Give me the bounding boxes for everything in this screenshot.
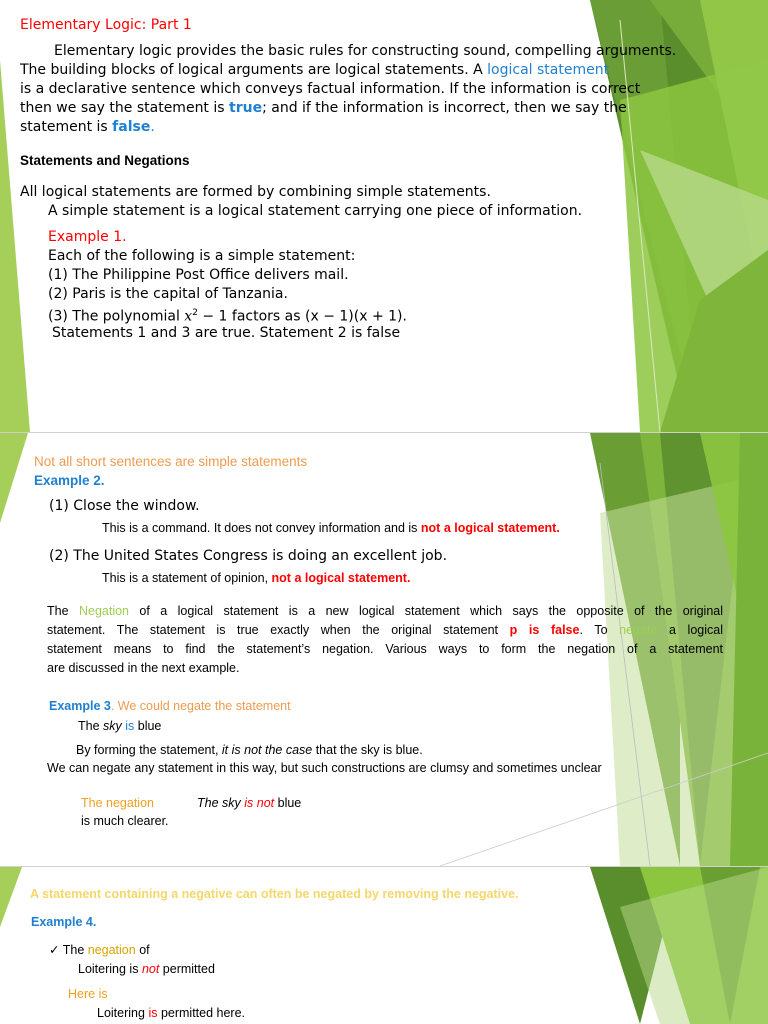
example-1-conclusion: Statements 1 and 3 are true. Statement 2 is false: [52, 325, 401, 341]
term-logical-statement: logical statement: [487, 62, 610, 78]
check-icon: ✓: [49, 943, 60, 957]
negation-para-line-4: are discussed in the next example.: [47, 661, 240, 675]
example-4-line-1: ✓ The negation of: [49, 943, 150, 957]
example-1-item-3: (3) The polynomial $x^2 - 1$ factors as (x − 1)(x + 1).: [48, 308, 407, 325]
example-2-item-2: (2) The United States Congress is doing an excellent job.: [49, 548, 448, 564]
intro-line-3: is a declarative sentence which conveys factual information. If the information is correct: [20, 81, 641, 97]
forming-statement: By forming the statement, it is not the case that the sky is blue.: [76, 743, 423, 757]
section-heading: Statements and Negations: [20, 153, 190, 168]
slide-3-intro: A statement containing a negative can often be negated by removing the negative.: [30, 887, 519, 901]
example-3-heading: Example 3. We could negate the statement: [49, 699, 291, 713]
slide-title: Elementary Logic: Part 1: [20, 17, 192, 33]
intro-line-1: Elementary logic provides the basic rules for constructing sound, compelling arguments.: [54, 43, 677, 59]
negated-sky-statement: The sky is not blue: [197, 796, 302, 810]
example-1-intro: Each of the following is a simple statement:: [48, 248, 356, 264]
term-false: false: [112, 119, 151, 135]
sky-statement: The sky is blue: [78, 719, 162, 733]
example-1-label: Example 1.: [48, 229, 127, 245]
loitering-permitted-here: Loitering is permitted here.: [97, 1006, 246, 1020]
intro-line-4: then we say the statement is true; and if the information is incorrect, then we say the: [20, 100, 627, 116]
example-1-item-1: (1) The Philippine Post Office delivers mail.: [48, 267, 349, 283]
slide-3: [0, 867, 768, 1024]
all-statements-line: All logical statements are formed by combining simple statements.: [20, 184, 491, 200]
negation-para-line-2: statement. The statement is true exactly when the original statement p is false. To negate a logical: [47, 623, 723, 637]
negation-para-line-1: The Negation of a logical statement is a new logical statement which says the opposite of the original: [47, 604, 724, 618]
example-1-item-2: (2) Paris is the capital of Tanzania.: [48, 286, 288, 302]
simple-statement-definition: A simple statement is a logical statement carrying one piece of information.: [48, 203, 583, 219]
example-4-label: Example 4.: [31, 915, 97, 929]
negation-para-line-3: statement means to find the statement’s negation. Various ways to form the negation of a statement: [47, 642, 723, 656]
term-true: true: [229, 100, 263, 116]
here-is-label: Here is: [68, 987, 108, 1001]
much-clearer-note: is much clearer.: [81, 814, 169, 828]
negation-label: The negation: [81, 796, 154, 810]
slide-2: [0, 433, 768, 866]
loitering-not-permitted: Loitering is not permitted: [78, 962, 215, 976]
intro-line-5: statement is false.: [20, 119, 155, 135]
intro-line-2: The building blocks of logical arguments are logical statements. A logical statement: [20, 62, 610, 78]
example-2-label: Example 2.: [34, 473, 105, 488]
slide-1: [0, 0, 768, 432]
example-2-item-2-note: This is a statement of opinion, not a logical statement.: [102, 571, 411, 585]
example-2-item-1-note: This is a command. It does not convey information and is not a logical statement.: [102, 521, 560, 535]
clumsy-note: We can negate any statement in this way, but such constructions are clumsy and sometimes unclear: [47, 761, 602, 775]
example-2-item-1: (1) Close the window.: [49, 498, 200, 514]
slide-2-intro: Not all short sentences are simple statements: [34, 454, 308, 469]
